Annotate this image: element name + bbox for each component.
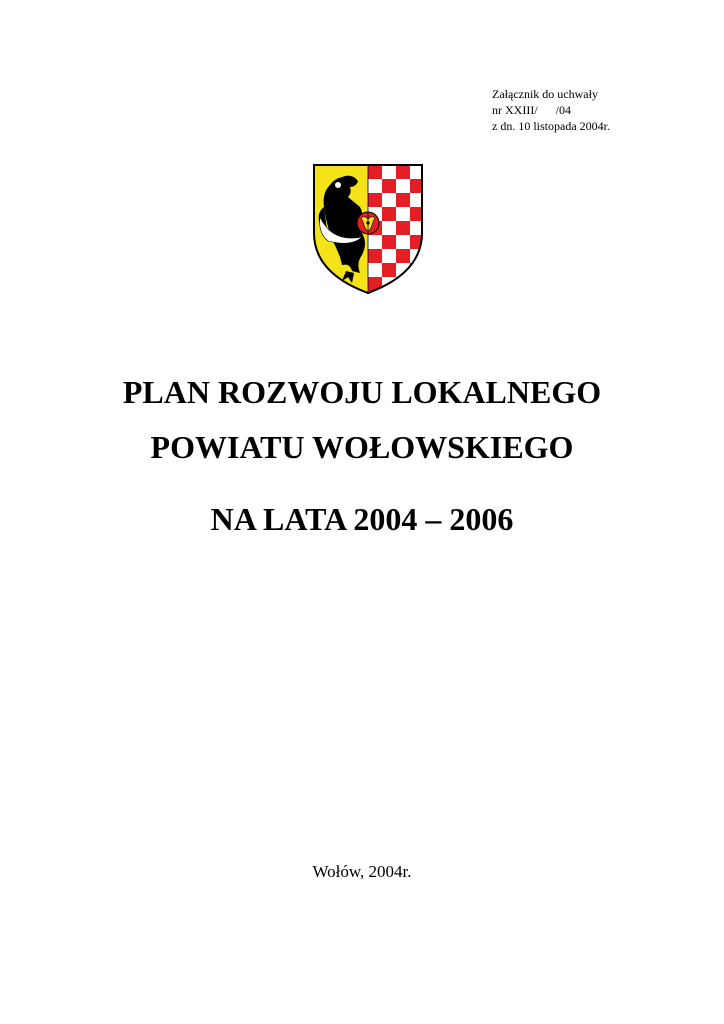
place-and-date: Wołów, 2004r.: [312, 862, 412, 881]
annex-line-1: Załącznik do uchwały: [492, 87, 598, 101]
annex-line-3: z dn. 10 listopada 2004r.: [492, 119, 610, 133]
coat-of-arms-icon: [312, 163, 424, 295]
document-title-line-3: NA LATA 2004 – 2006: [210, 501, 514, 537]
annex-note: [492, 86, 610, 134]
document-title-line-1: PLAN ROZWOJU LOKALNEGO: [122, 374, 602, 410]
annex-line-2: nr XXIII/ /04: [492, 103, 571, 117]
document-title-line-2: POWIATU WOŁOWSKIEGO: [150, 429, 574, 465]
